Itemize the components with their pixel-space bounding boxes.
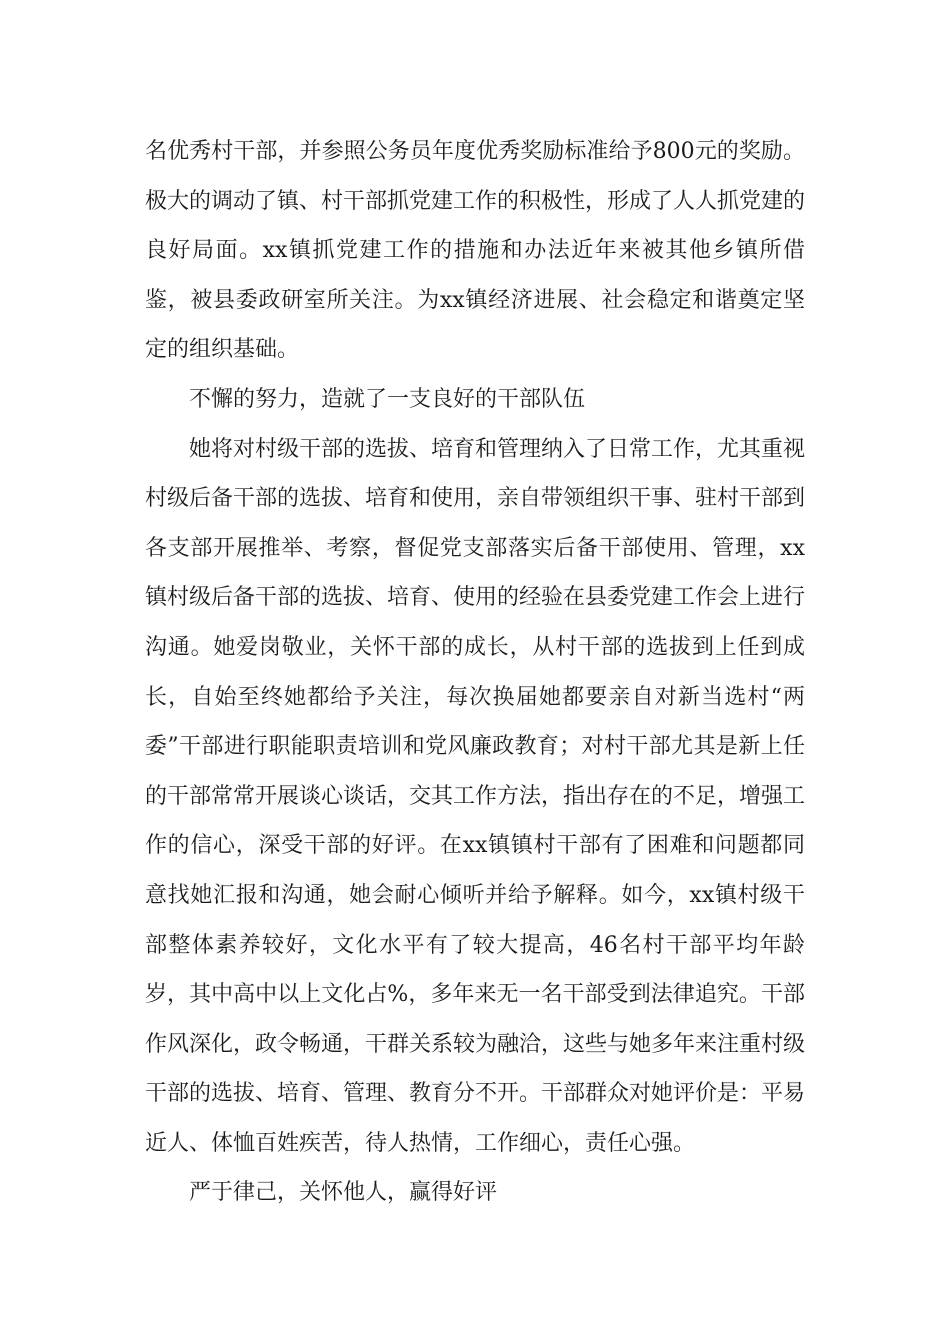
section-heading-cadre-team: 不懈的努力，造就了一支良好的干部队伍 xyxy=(189,386,586,412)
section-heading-self-discipline: 严于律己，关怀他人，赢得好评 xyxy=(189,1180,498,1206)
paragraph-continuation: 名优秀村干部，并参照公务员年度优秀奖励标准给予800元的奖励。极大的调动了镇、村干部抓党建工作的积极性，形成了人人抓党建的良好局面。xx镇抓党建工作的措施和办法近年来被其他乡镇所借鉴，被县委政研室所关注。为xx镇经济进展、社会稳定和谐奠定坚定的组织基础。 xyxy=(145,139,806,363)
paragraph-cadre-selection: 她将对村级干部的选拔、培育和管理纳入了日常工作，尤其重视村级后备干部的选拔、培育和使用，亲自带领组织干事、驻村干部到各支部开展推举、考察，督促党支部落实后备干部使用、管理，xx镇村级后备干部的选拔、培育、使用的经验在县委党建工作会上进行沟通。她爱岗敬业，关怀干部的成长，从村干部的选拔到上任到成长，自始至终她都给予关注，每次换届她都要亲自对新当选村“两委”干部进行职能职责培训和党风廉政教育；对村干部尤其是新上任的干部常常开展谈心谈话，交其工作方法，指出存在的不足，增强工作的信心，深受干部的好评。在xx镇镇村干部有了困难和问题都同意找她汇报和沟通，她会耐心倾听并给予解释。如今，xx镇村级干部整体素养较好，文化水平有了较大提高，46名村干部平均年龄岁，其中高中以上文化占%，多年来无一名干部受到法律追究。干部作风深化，政令畅通，干群关系较为融洽，这些与她多年来注重村级干部的选拔、培育、管理、教育分不开。干部群众对她评价是：平易近人、体恤百姓疾苦，待人热情，工作细心，责任心强。 xyxy=(145,436,806,1156)
document-body xyxy=(145,127,805,1218)
